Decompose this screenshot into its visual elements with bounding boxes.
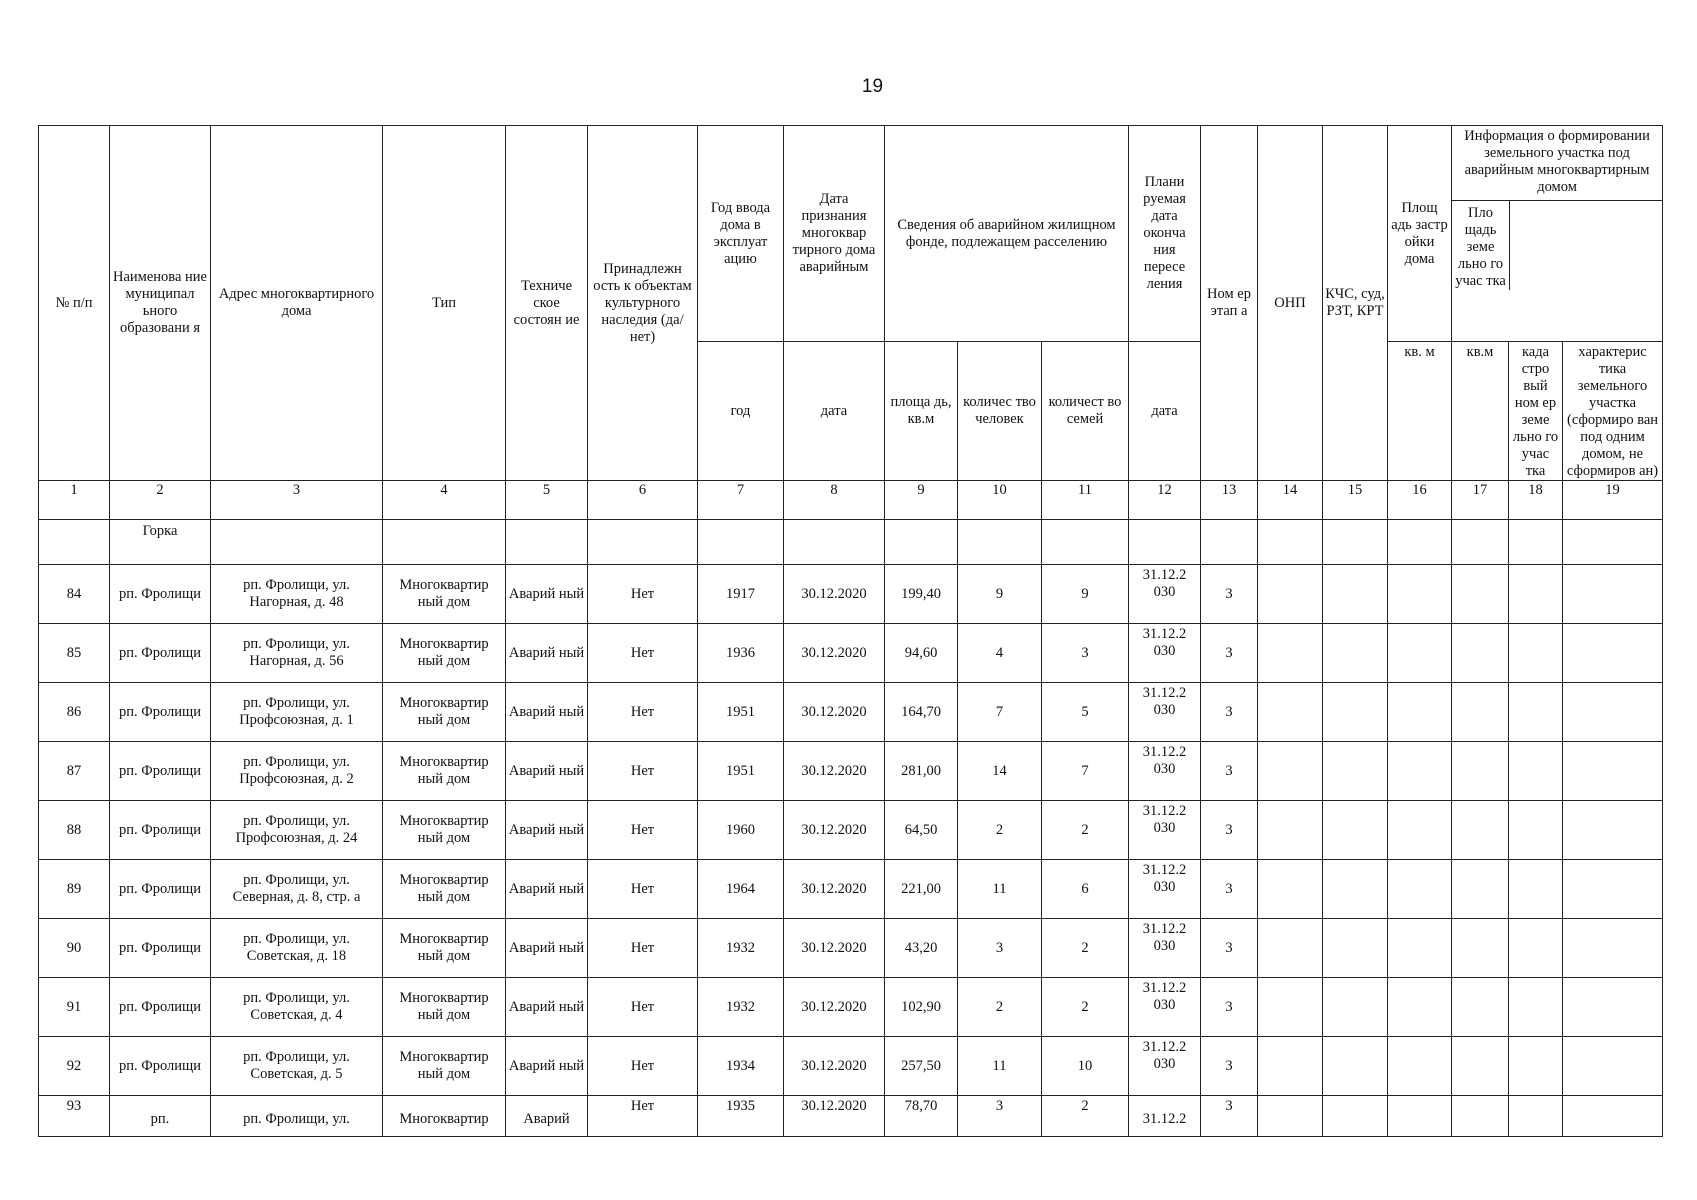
address: рп. Фролищи, ул. Нагорная, д. 56 [211,624,383,683]
column-number: 5 [506,481,588,520]
family-count: 3 [1042,624,1129,683]
heritage: Нет [588,801,698,860]
empty-cell [1323,624,1388,683]
people-count: 9 [958,565,1042,624]
row-number: 84 [39,565,110,624]
technical-state: Аварий ный [506,1037,588,1096]
header-col-2: Наименова ние муниципал ьного образовани я [110,126,211,481]
column-number: 17 [1452,481,1509,520]
area: 102,90 [885,978,958,1037]
recognition-date: 30.12.2020 [784,624,885,683]
row-number: 86 [39,683,110,742]
row-number: 90 [39,919,110,978]
heritage: Нет [588,565,698,624]
table-row [39,1096,1663,1137]
empty-cell [1323,1037,1388,1096]
column-number: 16 [1388,481,1452,520]
technical-state: Аварий ный [506,565,588,624]
group-row [39,520,1663,565]
empty-cell [1258,801,1323,860]
resettlement-end-date: 31.12.2 [1129,1096,1201,1137]
header-col-8: Дата признания многоквар тирного дома аварийным [784,126,885,342]
column-number: 18 [1509,481,1563,520]
header-col-1: № п/п [39,126,110,481]
column-number: 4 [383,481,506,520]
empty-cell [1388,624,1452,683]
area: 78,70 [885,1096,958,1137]
header-sub-8: дата [784,342,885,481]
stage-number: 3 [1201,860,1258,919]
people-count: 2 [958,978,1042,1037]
area: 257,50 [885,1037,958,1096]
empty-cell [1509,919,1563,978]
empty-cell [1509,978,1563,1037]
header-sub-11: количест во семей [1042,342,1129,481]
empty-cell [1509,565,1563,624]
header-land-title: Информация о формировании земельного участка под аварийным многоквартирным домом [1452,128,1662,201]
house-type: Многоквартир ный дом [383,860,506,919]
recognition-date: 30.12.2020 [784,1096,885,1137]
house-type: Многоквартир [383,1096,506,1137]
year-built: 1917 [698,565,784,624]
year-built: 1964 [698,860,784,919]
empty-cell [1509,683,1563,742]
empty-cell [1388,801,1452,860]
area: 64,50 [885,801,958,860]
empty-cell [1452,624,1509,683]
page-number: 19 [861,76,884,97]
year-built: 1951 [698,683,784,742]
header-col-16: Площ адь застр ойки дома [1388,126,1452,342]
table-row [39,978,1663,1037]
emergency-housing-table [38,125,1663,1137]
address: рп. Фролищи, ул. Советская, д. 5 [211,1037,383,1096]
table-row [39,683,1663,742]
empty-cell [1509,742,1563,801]
table-row [39,919,1663,978]
area: 164,70 [885,683,958,742]
empty-cell [1258,742,1323,801]
empty-cell [1323,978,1388,1037]
stage-number: 3 [1201,565,1258,624]
header-col-7: Год ввода дома в эксплуат ацию [698,126,784,342]
year-built: 1934 [698,1037,784,1096]
technical-state: Аварий ный [506,801,588,860]
year-built: 1936 [698,624,784,683]
family-count: 10 [1042,1037,1129,1096]
stage-number: 3 [1201,742,1258,801]
municipality: рп. [110,1096,211,1137]
stage-number: 3 [1201,978,1258,1037]
empty-cell [1452,801,1509,860]
empty-cell [1258,919,1323,978]
empty-cell [1452,919,1509,978]
year-built: 1960 [698,801,784,860]
stage-number: 3 [1201,919,1258,978]
area: 43,20 [885,919,958,978]
table-row [39,860,1663,919]
empty-cell [1563,978,1663,1037]
stage-number: 3 [1201,801,1258,860]
table-row [39,624,1663,683]
recognition-date: 30.12.2020 [784,1037,885,1096]
technical-state: Аварий [506,1096,588,1137]
municipality: рп. Фролищи [110,624,211,683]
empty-cell [1509,801,1563,860]
column-number-row [39,481,1663,520]
family-count: 9 [1042,565,1129,624]
row-number: 92 [39,1037,110,1096]
header-col-13: Ном ер этап а [1201,126,1258,481]
header-col-4: Тип [383,126,506,481]
technical-state: Аварий ный [506,742,588,801]
header-col-6: Принадлежн ость к объектам культурного наследия (да/нет) [588,126,698,481]
empty-cell [1563,860,1663,919]
header-sub-17: кв.м [1452,342,1509,481]
resettlement-end-date: 31.12.2 030 [1129,801,1201,860]
header-col-5: Техниче ское состоян ие [506,126,588,481]
heritage: Нет [588,683,698,742]
resettlement-end-date: 31.12.2 030 [1129,1037,1201,1096]
year-built: 1932 [698,978,784,1037]
recognition-date: 30.12.2020 [784,801,885,860]
resettlement-end-date: 31.12.2 030 [1129,860,1201,919]
empty-cell [1258,1037,1323,1096]
empty-cell [1563,683,1663,742]
table-row [39,565,1663,624]
empty-cell [1258,624,1323,683]
resettlement-end-date: 31.12.2 030 [1129,624,1201,683]
people-count: 14 [958,742,1042,801]
header-col-18: када стро вый ном ер земе льно го учас тка [1509,342,1563,481]
table-row [39,801,1663,860]
empty-cell [1258,683,1323,742]
municipality: рп. Фролищи [110,1037,211,1096]
family-count: 2 [1042,801,1129,860]
recognition-date: 30.12.2020 [784,978,885,1037]
address: рп. Фролищи, ул. [211,1096,383,1137]
stage-number: 3 [1201,1037,1258,1096]
recognition-date: 30.12.2020 [784,860,885,919]
resettlement-end-date: 31.12.2 030 [1129,683,1201,742]
recognition-date: 30.12.2020 [784,742,885,801]
house-type: Многоквартир ный дом [383,624,506,683]
header-row-1 [39,126,1663,342]
family-count: 2 [1042,978,1129,1037]
header-col-14: ОНП [1258,126,1323,481]
house-type: Многоквартир ный дом [383,565,506,624]
house-type: Многоквартир ный дом [383,919,506,978]
row-number: 89 [39,860,110,919]
year-built: 1951 [698,742,784,801]
header-col-17-19 [1452,126,1663,342]
group-label: Горка [110,520,211,565]
empty-cell [1509,860,1563,919]
people-count: 11 [958,860,1042,919]
empty-cell [1563,1037,1663,1096]
address: рп. Фролищи, ул. Нагорная, д. 48 [211,565,383,624]
header-sub-16: кв. м [1388,342,1452,481]
empty-cell [1452,565,1509,624]
house-type: Многоквартир ный дом [383,742,506,801]
technical-state: Аварий ный [506,860,588,919]
year-built: 1935 [698,1096,784,1137]
header-sub-9: площа дь, кв.м [885,342,958,481]
stage-number: 3 [1201,1096,1258,1137]
heritage: Нет [588,860,698,919]
empty-cell [1388,1037,1452,1096]
year-built: 1932 [698,919,784,978]
people-count: 11 [958,1037,1042,1096]
column-number: 3 [211,481,383,520]
empty-cell [1563,742,1663,801]
column-number: 9 [885,481,958,520]
column-number: 1 [39,481,110,520]
area: 281,00 [885,742,958,801]
column-number: 7 [698,481,784,520]
empty-cell [1452,683,1509,742]
people-count: 2 [958,801,1042,860]
people-count: 7 [958,683,1042,742]
empty-cell [1323,919,1388,978]
empty-cell [1452,978,1509,1037]
heritage: Нет [588,742,698,801]
empty-cell [1323,565,1388,624]
row-number: 88 [39,801,110,860]
column-number: 19 [1563,481,1663,520]
header-col-15: КЧС, суд, РЗТ, КРТ [1323,126,1388,481]
municipality: рп. Фролищи [110,683,211,742]
column-number: 13 [1201,481,1258,520]
heritage: Нет [588,919,698,978]
header-sub-10: количес тво человек [958,342,1042,481]
row-number: 87 [39,742,110,801]
empty-cell [1388,683,1452,742]
resettlement-end-date: 31.12.2 030 [1129,978,1201,1037]
empty-cell [1563,919,1663,978]
recognition-date: 30.12.2020 [784,565,885,624]
empty-cell [1323,742,1388,801]
house-type: Многоквартир ный дом [383,1037,506,1096]
empty-cell [1323,683,1388,742]
area: 94,60 [885,624,958,683]
people-count: 3 [958,1096,1042,1137]
empty-cell [1323,801,1388,860]
empty-cell [1452,742,1509,801]
column-number: 12 [1129,481,1201,520]
column-number: 11 [1042,481,1129,520]
house-type: Многоквартир ный дом [383,978,506,1037]
column-number: 2 [110,481,211,520]
empty-cell [1323,860,1388,919]
empty-cell [1258,565,1323,624]
resettlement-end-date: 31.12.2 030 [1129,742,1201,801]
address: рп. Фролищи, ул. Советская, д. 4 [211,978,383,1037]
area: 221,00 [885,860,958,919]
technical-state: Аварий ный [506,624,588,683]
address: рп. Фролищи, ул. Советская, д. 18 [211,919,383,978]
empty-cell [1388,565,1452,624]
row-number: 91 [39,978,110,1037]
address: рп. Фролищи, ул. Профсоюзная, д. 24 [211,801,383,860]
header-col-17: Пло щадь земе льно го учас тка [1452,201,1510,290]
heritage: Нет [588,978,698,1037]
table-row [39,742,1663,801]
header-col-12: Плани руемая дата оконча ния пересе ления [1129,126,1201,342]
municipality: рп. Фролищи [110,742,211,801]
empty-cell [1509,624,1563,683]
area: 199,40 [885,565,958,624]
column-number: 6 [588,481,698,520]
empty-cell [1388,860,1452,919]
address: рп. Фролищи, ул. Северная, д. 8, стр. а [211,860,383,919]
header-col-19: характерис тика земельного участка (сформиро ван под одним домом, не сформиров ан) [1563,342,1663,481]
technical-state: Аварий ный [506,919,588,978]
people-count: 3 [958,919,1042,978]
recognition-date: 30.12.2020 [784,919,885,978]
column-number: 14 [1258,481,1323,520]
recognition-date: 30.12.2020 [784,683,885,742]
people-count: 4 [958,624,1042,683]
resettlement-end-date: 31.12.2 030 [1129,565,1201,624]
municipality: рп. Фролищи [110,978,211,1037]
technical-state: Аварий ный [506,978,588,1037]
empty-cell [1388,742,1452,801]
municipality: рп. Фролищи [110,801,211,860]
municipality: рп. Фролищи [110,565,211,624]
empty-cell [1388,919,1452,978]
empty-cell [1563,624,1663,683]
empty-cell [1452,860,1509,919]
stage-number: 3 [1201,624,1258,683]
family-count: 2 [1042,919,1129,978]
empty-cell [1509,1037,1563,1096]
header-sub-12: дата [1129,342,1201,481]
address: рп. Фролищи, ул. Профсоюзная, д. 2 [211,742,383,801]
table-row [39,1037,1663,1096]
family-count: 6 [1042,860,1129,919]
empty-cell [1258,860,1323,919]
header-sub-7: год [698,342,784,481]
heritage: Нет [588,624,698,683]
column-number: 10 [958,481,1042,520]
header-col-9-11: Сведения об аварийном жилищном фонде, подлежащем расселению [885,126,1129,342]
empty-cell [1563,801,1663,860]
data-rows [39,565,1663,1096]
column-number: 8 [784,481,885,520]
header-col-3: Адрес многоквартирного дома [211,126,383,481]
stage-number: 3 [1201,683,1258,742]
technical-state: Аварий ный [506,683,588,742]
house-type: Многоквартир ный дом [383,801,506,860]
column-number: 15 [1323,481,1388,520]
family-count: 5 [1042,683,1129,742]
row-number: 93 [39,1096,110,1137]
empty-cell [1452,1037,1509,1096]
family-count: 2 [1042,1096,1129,1137]
municipality: рп. Фролищи [110,919,211,978]
address: рп. Фролищи, ул. Профсоюзная, д. 1 [211,683,383,742]
family-count: 7 [1042,742,1129,801]
empty-cell [1258,978,1323,1037]
empty-cell [1388,978,1452,1037]
heritage: Нет [588,1037,698,1096]
resettlement-end-date: 31.12.2 030 [1129,919,1201,978]
row-number: 85 [39,624,110,683]
empty-cell [1563,565,1663,624]
municipality: рп. Фролищи [110,860,211,919]
house-type: Многоквартир ный дом [383,683,506,742]
heritage: Нет [588,1096,698,1137]
